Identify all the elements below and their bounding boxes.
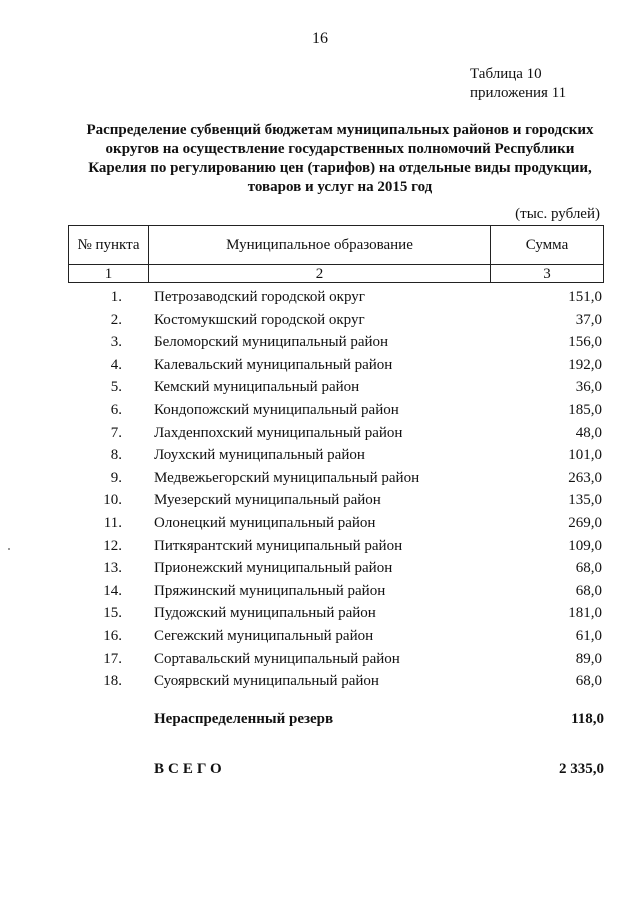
row-municipality: Олонецкий муниципальный район: [154, 514, 376, 531]
row-sum: 156,0: [568, 334, 602, 351]
table-row: [68, 557, 604, 580]
total-label: ВСЕГО: [154, 761, 226, 777]
table-row: [68, 625, 604, 648]
table-row: [68, 286, 604, 309]
table-label: [470, 65, 610, 103]
row-sum: 101,0: [568, 447, 602, 464]
table-row: [68, 422, 604, 445]
table-row: [68, 376, 604, 399]
total-sum: 2 335,0: [559, 761, 604, 777]
table-row: [68, 399, 604, 422]
table-row: [68, 535, 604, 558]
table-row: [68, 670, 604, 693]
table-row: [68, 444, 604, 467]
row-number: 9.: [110, 469, 122, 486]
row-municipality: Пудожский муниципальный район: [154, 605, 376, 622]
row-number: 13.: [103, 560, 122, 577]
row-municipality: Кемский муниципальный район: [154, 379, 360, 396]
table-row: [68, 309, 604, 332]
row-municipality: Лахденпохский муниципальный район: [154, 424, 403, 441]
row-number: 10.: [103, 492, 122, 509]
row-municipality: Беломорский муниципальный район: [154, 334, 389, 351]
row-number: 14.: [103, 582, 122, 599]
row-municipality: Суоярвский муниципальный район: [154, 673, 379, 690]
row-municipality: Петрозаводский городской округ: [154, 289, 365, 305]
row-sum: 181,0: [568, 605, 602, 622]
header-colnum-1: 1: [69, 264, 149, 283]
row-number: 15.: [103, 605, 122, 622]
row-number: 2.: [110, 311, 122, 328]
row-municipality: Сортавальский муниципальный район: [154, 650, 400, 667]
table-header: [68, 225, 604, 283]
table-label-line2: приложения 11: [470, 85, 567, 101]
document-title: Распределение субвенций бюджетам муниципальных районов и городских округов на осуществление государственных полномочий Республики Карелия по регулированию цен (тарифов) на отдельные виды продукции, товаров и услуг на 2015 год: [86, 122, 594, 195]
reserve-label: Нераспределенный резерв: [154, 711, 334, 727]
row-sum: 263,0: [568, 469, 602, 486]
row-municipality: Костомукшский городской округ: [154, 311, 365, 328]
row-number: 8.: [110, 447, 122, 464]
row-sum: 37,0: [575, 311, 602, 328]
row-number: 3.: [110, 334, 122, 351]
row-sum: 192,0: [568, 356, 602, 373]
row-number: 16.: [103, 627, 122, 644]
row-sum: 48,0: [575, 424, 602, 441]
row-municipality: Пряжинский муниципальный район: [154, 582, 386, 599]
row-municipality: Кондопожский муниципальный район: [154, 401, 399, 418]
table-row: [68, 648, 604, 671]
table-row: [68, 580, 604, 603]
row-sum: 68,0: [575, 560, 602, 577]
row-sum: 36,0: [575, 379, 602, 396]
table-row: [68, 331, 604, 354]
row-sum: 185,0: [568, 401, 602, 418]
table-row: [68, 489, 604, 512]
row-number: 4.: [110, 356, 122, 373]
row-municipality: Прионежский муниципальный район: [154, 560, 393, 577]
row-number: 17.: [103, 650, 122, 667]
units-label: (тыс. рублей): [515, 206, 600, 222]
row-municipality: Питкярантский муниципальный район: [154, 537, 403, 554]
row-municipality: Лоухский муниципальный район: [154, 447, 365, 464]
row-number: 5.: [110, 379, 122, 396]
table-row: [68, 467, 604, 490]
table-row: [68, 512, 604, 535]
row-sum: 89,0: [575, 650, 602, 667]
row-sum: 135,0: [568, 492, 602, 509]
row-municipality: Муезерский муниципальный район: [154, 492, 381, 509]
scan-artifact: [8, 548, 10, 550]
row-number: 7.: [110, 424, 122, 441]
table-row: [68, 602, 604, 625]
table-row: [68, 354, 604, 377]
reserve-sum: 118,0: [571, 711, 604, 727]
row-sum: 68,0: [575, 673, 602, 690]
row-number: 11.: [103, 514, 122, 531]
table-label-line1: Таблица 10: [470, 66, 542, 82]
table-body: [68, 286, 604, 693]
header-number: № пункта: [69, 226, 149, 264]
row-sum: 68,0: [575, 582, 602, 599]
row-municipality: Калевальский муниципальный район: [154, 356, 393, 373]
header-sum: Сумма: [525, 237, 569, 253]
header-municipality: Муниципальное образование: [149, 226, 491, 264]
row-municipality: Медвежьегорский муниципальный район: [154, 469, 420, 486]
row-number: 1.: [110, 289, 122, 305]
row-sum: 61,0: [575, 627, 602, 644]
row-sum: 151,0: [568, 289, 602, 305]
row-number: 6.: [110, 401, 122, 418]
page-number: 16: [312, 30, 328, 47]
row-sum: 269,0: [568, 514, 602, 531]
header-colnum-3: 3: [491, 264, 603, 283]
row-municipality: Сегежский муниципальный район: [154, 627, 374, 644]
row-number: 18.: [103, 673, 122, 690]
row-number: 12.: [103, 537, 122, 554]
header-colnum-2: 2: [149, 264, 491, 283]
row-sum: 109,0: [568, 537, 602, 554]
